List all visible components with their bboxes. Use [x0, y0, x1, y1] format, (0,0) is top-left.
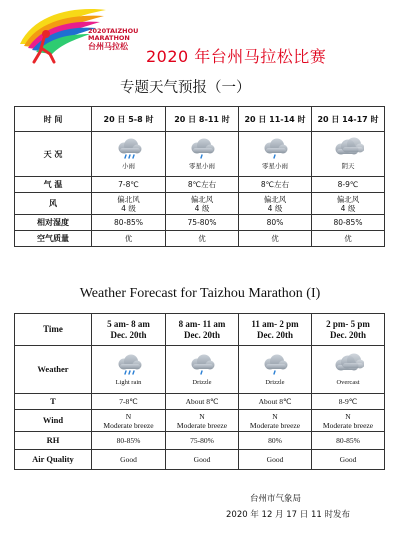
header-cell — [92, 314, 166, 346]
table-cell: 75-80% — [166, 432, 239, 450]
logo-line2: MARATHON — [88, 34, 130, 42]
wind-direction: 偏北风 — [336, 194, 360, 204]
table-row — [15, 231, 385, 247]
header-date: Dec. 20th — [257, 329, 293, 340]
row-label: Wind — [15, 410, 92, 432]
table-cell: 80-85% — [92, 215, 166, 231]
table-cell: 8℃左右 — [239, 177, 312, 193]
wind-level: 4 级 — [267, 203, 283, 213]
row-label: T — [15, 394, 92, 410]
table-cell: 优 — [166, 231, 239, 247]
table-header-row — [15, 107, 385, 132]
table-row — [15, 410, 385, 432]
issuer: 台州市气象局 — [250, 494, 302, 504]
wind-direction: N — [125, 411, 132, 421]
light-rain-icon — [113, 353, 145, 377]
table-row — [15, 177, 385, 193]
row-label: 相对湿度 — [15, 215, 92, 231]
overcast-icon — [332, 137, 364, 161]
header-cell — [166, 314, 239, 346]
table-cell: 80-85% — [312, 215, 385, 231]
row-label: Weather — [15, 346, 92, 394]
weather-cell — [312, 346, 385, 394]
table-cell — [312, 193, 385, 215]
weather-cell — [166, 346, 239, 394]
wind-level: Moderate breeze — [103, 420, 154, 430]
drizzle-icon — [186, 137, 218, 161]
table-cell: 8-9℃ — [312, 394, 385, 410]
logo-line3: 台州马拉松 — [88, 42, 128, 51]
header-cell: 20 日 11-14 时 — [239, 107, 312, 132]
drizzle-icon — [186, 353, 218, 377]
table-cell: 80% — [239, 215, 312, 231]
drizzle-icon — [259, 353, 291, 377]
drizzle-icon — [259, 137, 291, 161]
row-label: 气 温 — [15, 177, 92, 193]
table-cell — [166, 410, 239, 432]
weather-text: 零星小雨 — [189, 162, 215, 170]
table-cell — [239, 193, 312, 215]
wind-direction: N — [345, 411, 351, 421]
table-cell — [239, 410, 312, 432]
table-cell: 80-85% — [92, 432, 166, 450]
table-cell: Good — [166, 450, 239, 470]
table-row — [15, 346, 385, 394]
table-row — [15, 132, 385, 177]
table-cell: 优 — [312, 231, 385, 247]
page-title: 2020 年台州马拉松比赛 — [146, 47, 327, 66]
table-cell: Good — [239, 450, 312, 470]
table-cell: 7-8℃ — [92, 177, 166, 193]
row-label: 空气质量 — [15, 231, 92, 247]
row-label: Air Quality — [15, 450, 92, 470]
overcast-icon — [332, 353, 364, 377]
table-cell: 优 — [92, 231, 166, 247]
header-date: Dec. 20th — [330, 329, 366, 340]
logo-line1: 2020TAIZHOU — [88, 27, 139, 35]
cn-subtitle: 专题天气预报（一） — [120, 80, 251, 96]
table-cell: About 8℃ — [166, 394, 239, 410]
wind-level: 4 级 — [340, 203, 356, 213]
light-rain-icon — [113, 137, 145, 161]
table-cell: 80% — [239, 432, 312, 450]
header-time: 11 am- 2 pm — [251, 318, 299, 329]
table-row — [15, 394, 385, 410]
header-cell: 20 日 14-17 时 — [312, 107, 385, 132]
weather-text: Overcast — [336, 378, 360, 386]
table-cell: 7-8℃ — [92, 394, 166, 410]
table-cell: 80-85% — [312, 432, 385, 450]
table-row — [15, 193, 385, 215]
weather-text: 零星小雨 — [262, 162, 288, 170]
en-title: Weather Forecast for Taizhou Marathon (I) — [79, 286, 321, 301]
table-row — [15, 432, 385, 450]
header-cell: Time — [15, 314, 92, 346]
wind-direction: N — [272, 411, 278, 421]
row-label: 天 况 — [15, 132, 92, 177]
logo-wordmark — [88, 28, 138, 50]
weather-text: Light rain — [115, 378, 142, 386]
header-cell: 时 间 — [15, 107, 92, 132]
wind-direction: 偏北风 — [117, 194, 140, 204]
table-cell: 8℃左右 — [166, 177, 239, 193]
weather-text: Drizzle — [192, 378, 212, 386]
table-header-row — [15, 314, 385, 346]
wind-direction: 偏北风 — [263, 194, 287, 204]
weather-text: 小雨 — [122, 162, 135, 170]
header-time: 8 am- 11 am — [178, 318, 226, 329]
weather-cell — [239, 132, 312, 177]
wind-level: 4 级 — [194, 203, 210, 213]
table-cell: Good — [312, 450, 385, 470]
wind-level: 4 级 — [121, 203, 136, 213]
header-cell: 20 日 5-8 时 — [92, 107, 166, 132]
weather-cell — [166, 132, 239, 177]
weather-text: 阴天 — [341, 162, 355, 170]
table-cell: 8-9℃ — [312, 177, 385, 193]
wind-level: Moderate breeze — [322, 420, 374, 430]
weather-cell — [92, 346, 166, 394]
weather-cell — [92, 132, 166, 177]
row-label: 风 — [15, 193, 92, 215]
cn-forecast-table — [14, 106, 385, 247]
table-row — [15, 215, 385, 231]
table-cell: 优 — [239, 231, 312, 247]
wind-direction: N — [199, 411, 205, 421]
wind-level: Moderate breeze — [176, 420, 228, 430]
issue-date: 2020 年 12 月 17 日 11 时发布 — [226, 510, 350, 520]
header-cell — [312, 314, 385, 346]
wind-level: Moderate breeze — [249, 420, 301, 430]
row-label: RH — [15, 432, 92, 450]
table-row — [15, 450, 385, 470]
table-cell: 75-80% — [166, 215, 239, 231]
wind-direction: 偏北风 — [190, 194, 214, 204]
header-time: 2 pm- 5 pm — [326, 318, 370, 329]
table-cell — [312, 410, 385, 432]
header-time: 5 am- 8 am — [107, 318, 150, 329]
en-forecast-table — [14, 313, 385, 470]
header-date: Dec. 20th — [184, 329, 220, 340]
table-cell: About 8℃ — [239, 394, 312, 410]
header-cell: 20 日 8-11 时 — [166, 107, 239, 132]
weather-text: Drizzle — [265, 378, 285, 386]
table-cell — [92, 193, 166, 215]
table-cell — [92, 410, 166, 432]
weather-cell — [239, 346, 312, 394]
header-cell — [239, 314, 312, 346]
table-cell: Good — [92, 450, 166, 470]
weather-cell — [312, 132, 385, 177]
table-cell — [166, 193, 239, 215]
header-date: Dec. 20th — [110, 329, 147, 340]
